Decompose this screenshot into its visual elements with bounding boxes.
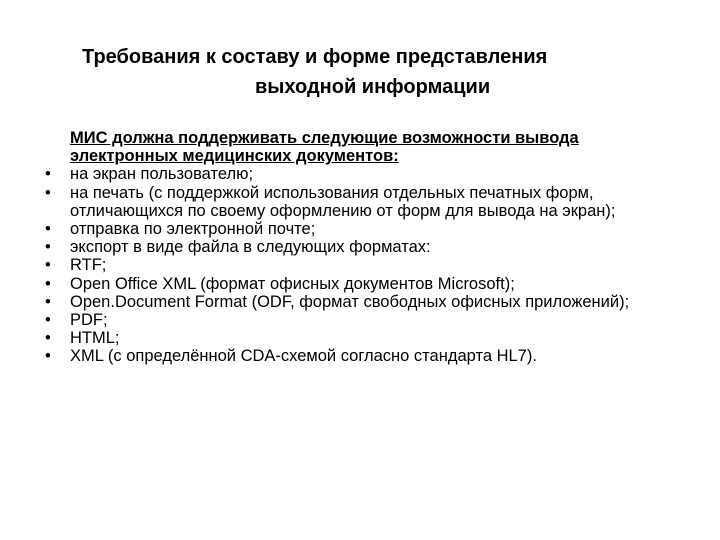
bullet-icon: • [45,183,51,202]
list-item-text: PDF; [70,311,108,330]
intro-text: МИС должна поддерживать следующие возможности вывода электронных медицинских документов: [70,129,579,166]
list-item [44,184,684,220]
list-item-text: XML (с определённой CDA-схемой согласно стандарта HL7). [70,347,537,366]
bullet-list [44,165,684,365]
bullet-icon: • [45,256,51,275]
list-item-text: RTF; [70,256,107,275]
page-title [0,42,720,102]
list-item [44,238,684,256]
slide-body [44,129,684,366]
list-item [44,347,684,365]
page-title-line-2: выходной информации [255,76,491,98]
bullet-icon: • [45,220,51,239]
list-item-text: экспорт в виде файла в следующих форматах: [70,238,431,257]
list-item [44,329,684,347]
bullet-icon: • [45,274,51,293]
list-item [44,275,684,293]
list-item [44,293,684,311]
list-item-text: HTML; [70,329,120,348]
bullet-icon: • [45,165,51,184]
bullet-icon: • [45,329,51,348]
bullet-icon: • [45,347,51,366]
list-item [44,256,684,274]
list-item [44,311,684,329]
bullet-icon: • [45,311,51,330]
list-item-text: Open.Document Format (ODF, формат свободных офисных приложений); [70,292,630,311]
list-item-text: отправка по электронной почте; [70,220,316,239]
bullet-icon: • [45,292,51,311]
page-title-line-1: Требования к составу и форме представления [82,46,548,68]
list-item-text: Open Office XML (формат офисных документов Microsoft); [70,274,515,293]
list-item [44,220,684,238]
list-item [44,165,684,183]
list-item-text: на печать (с поддержкой использования отдельных печатных форм, отличающихся по своему оформлению от форм для вывода на экран); [70,183,616,220]
list-item-text: на экран пользователю; [70,165,254,184]
bullet-icon: • [45,238,51,257]
